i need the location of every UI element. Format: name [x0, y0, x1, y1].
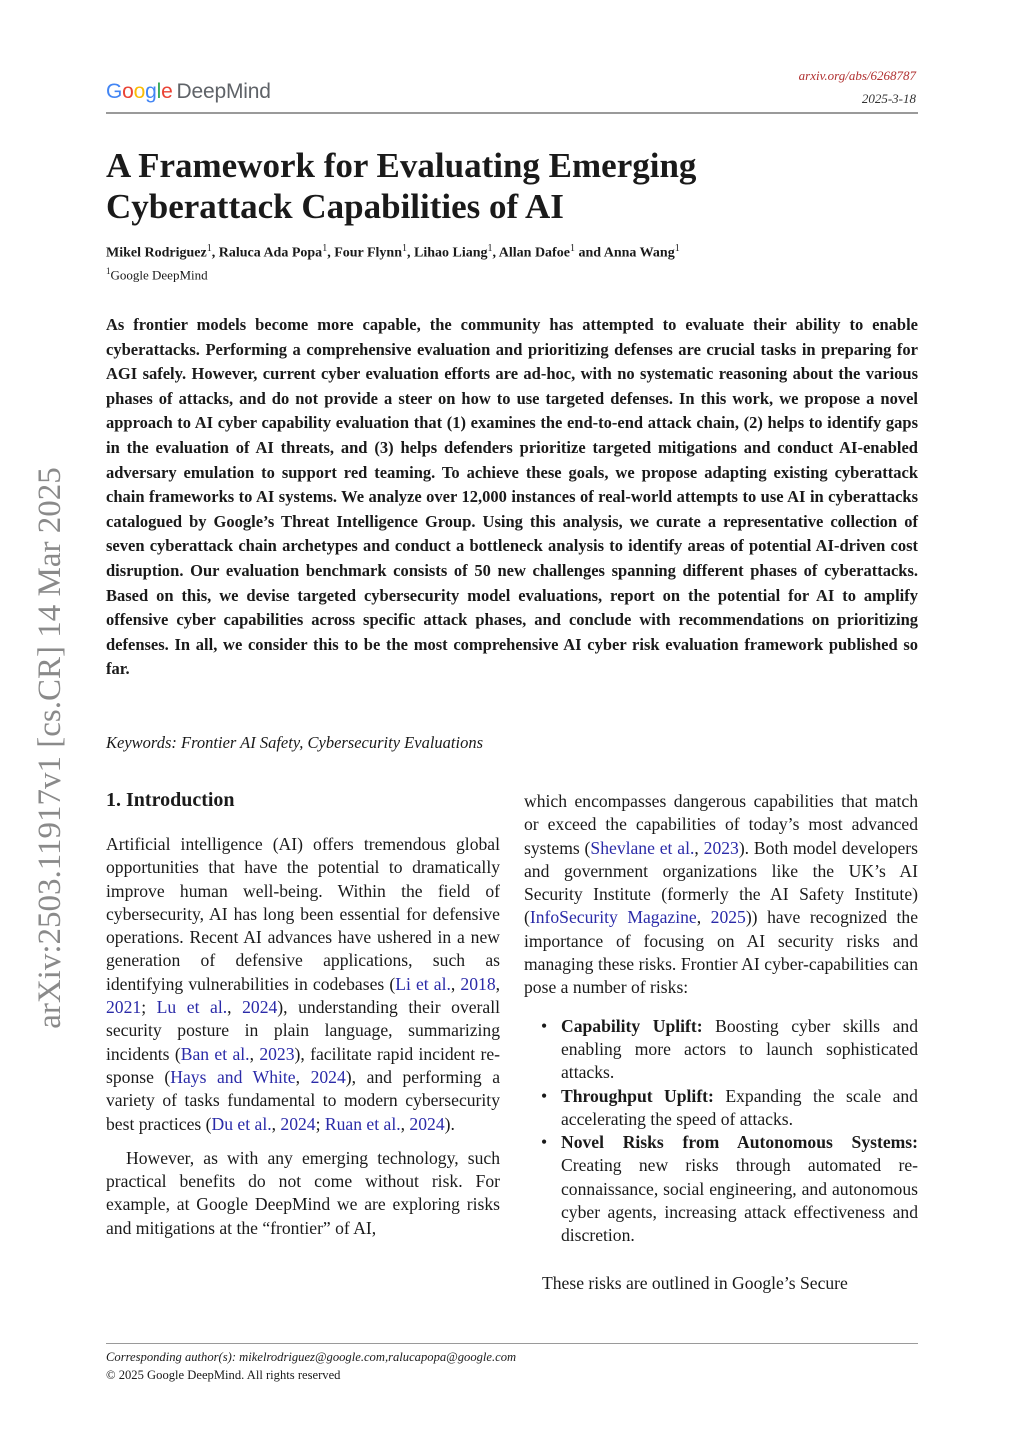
- logo-letter: G: [106, 80, 123, 103]
- intro-paragraph-2: However, as with any emerging technology, such practical benefits do not come without risk. For example, at Google DeepMind we are exploring risks and mitigations at the “frontier” of AI,: [106, 1147, 500, 1238]
- author-list: [106, 243, 680, 262]
- logo-letter: o: [122, 80, 134, 103]
- citation-link[interactable]: Hays and White: [170, 1066, 296, 1087]
- affiliation: [106, 266, 208, 283]
- paragraph-text: ,: [696, 907, 711, 928]
- author-separator: and: [574, 245, 604, 261]
- logo-letter: g: [145, 80, 157, 103]
- paragraph-text: )) have recognized the importance of focusing on AI security risks and managing these risks. Frontier AI cyber-capabilities can pose a number of risks:: [524, 907, 919, 998]
- intro-paragraph-1: [106, 833, 500, 1136]
- arxiv-side-stamp: arXiv:2503.11917v1 [cs.CR] 14 Mar 2025: [32, 467, 68, 1029]
- paragraph-text: ,: [495, 973, 501, 994]
- risk-list: [524, 1015, 918, 1248]
- author-affiliation-sup: 1: [402, 243, 407, 254]
- list-item-label: Throughput Uplift:: [561, 1085, 714, 1106]
- paragraph-text: ).: [444, 1113, 455, 1134]
- paragraph-text: ). Both model developers and government organizations like the UK’s AI Security Institute (formerly the AI Safety Institute) (: [524, 837, 919, 928]
- author-separator: ,: [407, 245, 414, 261]
- logo-letter: l: [156, 80, 162, 103]
- right-column: [524, 790, 918, 1295]
- google-deepmind-logo: [106, 80, 271, 104]
- citation-link[interactable]: 2024: [242, 997, 278, 1018]
- citation-link[interactable]: 2024: [310, 1066, 346, 1087]
- author-name: Anna Wang: [603, 245, 675, 261]
- list-item-label: Capability Uplift:: [561, 1015, 703, 1036]
- paragraph-text: ), understanding their overall security posture in plain language, summarizing incidents (: [106, 997, 501, 1064]
- list-item-text: Expanding the scale and accelerating the speed of attacks.: [561, 1085, 918, 1129]
- paragraph-text: ;: [141, 997, 157, 1018]
- citation-link[interactable]: Li et al.: [395, 973, 451, 994]
- citation-link[interactable]: 2018: [460, 973, 496, 994]
- paragraph-text: ,: [271, 1113, 281, 1134]
- author-name: Mikel Rodriguez: [106, 245, 207, 261]
- paper-title: A Framework for Evaluating Emerging Cyberattack Capabilities of AI: [106, 146, 697, 226]
- author-separator: ,: [211, 245, 219, 261]
- list-item-text: Boosting cyber skills and enabling more actors to launch sophisticated attacks.: [561, 1015, 918, 1083]
- paragraph-text: ,: [400, 1113, 410, 1134]
- intro-paragraph-4: These risks are outlined in Google’s Secure: [542, 1272, 848, 1293]
- list-item-label: Novel Risks from Autonomous Systems:: [561, 1132, 918, 1153]
- logo-letter: o: [133, 80, 146, 103]
- affiliation-name: Google DeepMind: [110, 267, 208, 283]
- citation-link[interactable]: 2024: [409, 1113, 445, 1134]
- paragraph-text: ,: [694, 837, 704, 858]
- header-divider: [106, 112, 918, 114]
- intro-paragraph-3: [524, 790, 918, 1000]
- abstract: As frontier models become more capable, the community has attempted to evaluate their ability to enable cyberattacks. Performing a comprehensive evaluation and prioritizing defenses are crucial tasks in preparing for AGI safely. However, current cyber evaluation efforts are ad-hoc, with no systematic reasoning about the various phases of attacks, and do not provide a steer on how to use targeted defenses. In this work, we propose a novel approach to AI cyber capability evaluation that (1) examines the end-to-end attack chain, (2) helps to identify gaps in the evaluation of AI threats, and (3) helps defenders prioritize targeted mitigations and conduct AI-enabled adversary emulation to support red teaming. To achieve these goals, we propose adapting existing cyberattack chain frameworks to AI systems. We analyze over 12,000 instances of real-world attempts to use AI in cyberattacks catalogued by Google’s Threat Intelligence Group. Using this analysis, we curate a representative collection of seven cyberattack chain archetypes and conduct a bottleneck analysis to identify areas of potential AI-driven cost disruption. Our evaluation benchmark consists of 50 new challenges spanning different phases of cyberattacks. Based on this, we devise targeted cybersecurity model evaluations, report on the potential for AI to amplify offensive cyber capabilities across specific attack phases, and conclude with recommendations on prioritizing defenses. In all, we consider this to be the most comprehensive AI cyber risk evaluation framework published so far.: [106, 315, 918, 679]
- author-affiliation-sup: 1: [322, 243, 328, 254]
- logo-letter: e: [161, 80, 173, 103]
- author-affiliation-sup: 1: [206, 243, 212, 254]
- paragraph-text: ), and performing a variety of tasks fundamental to modern cybersecurity best practices (: [106, 1066, 501, 1134]
- list-item: [561, 1085, 918, 1132]
- citation-link[interactable]: 2023: [703, 837, 739, 858]
- copyright: © 2025 Google DeepMind. All rights reserved: [106, 1368, 341, 1382]
- author-affiliation-sup: 1: [487, 243, 493, 254]
- author-separator: ,: [492, 245, 499, 261]
- author-name: Allan Dafoe: [498, 245, 570, 261]
- logo-deepmind-text: DeepMind: [176, 80, 271, 103]
- section-title: 1. Introduction: [106, 789, 235, 811]
- paragraph-text: ;: [315, 1113, 325, 1134]
- keywords: Keywords: Frontier AI Safety, Cybersecurity Evaluations: [106, 733, 483, 752]
- citation-link[interactable]: Du et al.: [211, 1113, 272, 1134]
- citation-link[interactable]: Shevlane et al.: [590, 837, 695, 858]
- paragraph-text: ,: [450, 973, 461, 994]
- paragraph-text: which encompasses dangerous capabilities that match or exceed the capabilities of today’s most advanced systems (: [524, 791, 918, 858]
- citation-link[interactable]: Ruan et al.: [324, 1113, 401, 1134]
- author-affiliation-sup: 1: [569, 243, 575, 254]
- author-name: Lihao Liang: [414, 245, 488, 261]
- footer-divider: [106, 1343, 918, 1344]
- affiliation-sup: 1: [106, 266, 111, 276]
- list-item-text: Creating new risks through automated reconnaissance, social engineering, and autonomous cyber agents, increasing attack effectiveness and discretion.: [561, 1155, 918, 1246]
- left-column: [106, 787, 500, 1240]
- citation-link[interactable]: InfoSecurity Magazine: [529, 907, 697, 928]
- paragraph-text: ,: [249, 1043, 260, 1064]
- paragraph-text: ,: [227, 997, 243, 1018]
- author-separator: ,: [327, 245, 335, 261]
- author-name: Raluca Ada Popa: [218, 245, 323, 261]
- list-item: [561, 1131, 918, 1247]
- citation-link[interactable]: 2025: [710, 907, 746, 928]
- paragraph-text: ), facilitate rapid incident response (: [106, 1043, 501, 1087]
- arxiv-link[interactable]: arxiv.org/abs/6268787: [798, 68, 916, 83]
- paragraph-text: ,: [295, 1066, 311, 1087]
- list-item: [561, 1015, 918, 1085]
- citation-link[interactable]: 2021: [106, 997, 142, 1018]
- paragraph-text: Artificial intelligence (AI) offers tremendous global opportunities that have the potential to dramatically improve human well-being. Within the field of cybersecurity, AI has long been essential for defensive operations. Recent AI advances have ushered in a new generation of defensive applications, such as identifying vulnerabilities in codebases (: [106, 834, 500, 994]
- corresponding-authors: Corresponding author(s): mikelrodriguez@google.com,ralucapopa@google.com: [106, 1350, 517, 1364]
- author-affiliation-sup: 1: [674, 243, 680, 254]
- author-name: Four Flynn: [334, 245, 402, 261]
- citation-link[interactable]: 2023: [259, 1043, 295, 1064]
- citation-link[interactable]: 2024: [280, 1113, 316, 1134]
- citation-link[interactable]: Ban et al.: [180, 1043, 250, 1064]
- header-date: 2025-3-18: [861, 91, 916, 106]
- citation-link[interactable]: Lu et al.: [156, 997, 228, 1018]
